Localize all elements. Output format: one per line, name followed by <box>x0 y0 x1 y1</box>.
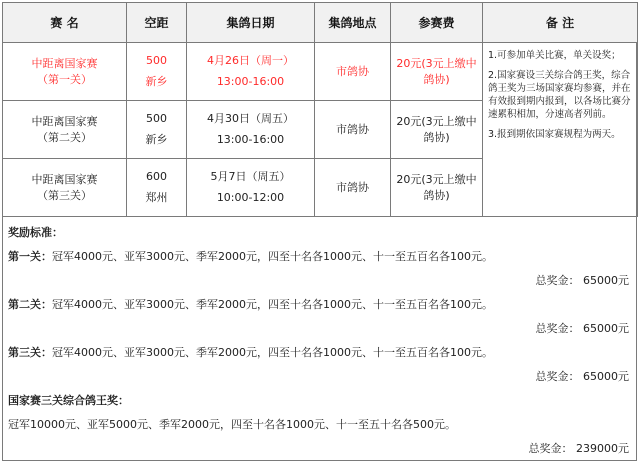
distance-cell <box>127 159 187 217</box>
collection-date: 4月26日（周一） <box>207 54 294 67</box>
fee-cell: 20元(3元上缴中鸽协) <box>391 43 483 101</box>
table-header-row <box>3 3 638 43</box>
header-notes: 备 注 <box>483 3 638 43</box>
header-collection-location: 集鸽地点 <box>315 3 391 43</box>
collection-time: 13:00-16:00 <box>216 75 285 88</box>
fee-cell: 20元(3元上缴中鸽协) <box>391 101 483 159</box>
header-distance: 空距 <box>127 3 187 43</box>
stage1-label: 第一关： <box>8 250 52 263</box>
fee-cell: 20元(3元上缴中鸽协) <box>391 159 483 217</box>
note-item: 2.国家赛设三关综合鸽王奖，综合鸽王奖为三场国家赛均参赛，并在有效报到期内报到，以各场比赛分速累积相加，分速高者列前。 <box>488 70 631 120</box>
stage3-text: 冠军4000元、亚军3000元、季军2000元，四至十名各1000元、十一至五百名各100元。 <box>52 346 493 359</box>
race-name-cell <box>3 43 127 101</box>
stage2-text: 冠军4000元、亚军3000元、季军2000元，四至十名各1000元、十一至五百名各100元。 <box>52 298 493 311</box>
stage1-rewards <box>8 248 493 264</box>
combined-award-text: 冠军10000元、亚军5000元、季军2000元，四至十名各1000元、十一至五十名各500元。 <box>8 418 456 431</box>
date-cell <box>187 159 315 217</box>
race-stage: （第一关） <box>37 72 92 86</box>
location-cell: 市鸽协 <box>315 43 391 101</box>
race-name: 中距离国家赛 <box>31 114 98 128</box>
rewards-title: 奖励标准： <box>8 226 63 239</box>
distance-value: 600 <box>146 170 167 183</box>
stage3-label: 第三关： <box>8 346 52 359</box>
race-name: 中距离国家赛 <box>31 56 98 70</box>
note-item: 3.报到期依国家赛规程为两天。 <box>488 129 621 140</box>
race-name-cell <box>3 101 127 159</box>
distance-value: 500 <box>146 54 167 67</box>
stage1-total: 总奖金： 65000元 <box>535 274 629 287</box>
stage2-total: 总奖金： 65000元 <box>535 322 629 335</box>
distance-cell <box>127 43 187 101</box>
collection-date: 4月30日（周五） <box>207 112 294 125</box>
distance-cell <box>127 101 187 159</box>
stage3-rewards <box>8 344 493 360</box>
stage2-rewards <box>8 296 493 312</box>
combined-award-title: 国家赛三关综合鸽王奖： <box>8 394 129 407</box>
location-cell: 市鸽协 <box>315 101 391 159</box>
race-stage: （第二关） <box>37 130 92 144</box>
release-site: 新乡 <box>145 75 168 88</box>
combined-total: 总奖金： 239000元 <box>528 442 629 455</box>
collection-time: 10:00-12:00 <box>216 191 285 204</box>
table-row <box>3 43 638 101</box>
race-stage: （第三关） <box>37 188 92 202</box>
stage1-text: 冠军4000元、亚军3000元、季军2000元，四至十名各1000元、十一至五百名各100元。 <box>52 250 493 263</box>
date-cell <box>187 101 315 159</box>
collection-time: 13:00-16:00 <box>216 133 285 146</box>
race-schedule-table <box>2 2 638 217</box>
release-site: 新乡 <box>145 133 168 146</box>
stage2-label: 第二关： <box>8 298 52 311</box>
note-item: 1.可参加单关比赛，单关设奖； <box>488 50 621 61</box>
notes-cell <box>483 43 638 217</box>
header-entry-fee: 参赛费 <box>391 3 483 43</box>
stage3-total: 总奖金： 65000元 <box>535 370 629 383</box>
location-cell: 市鸽协 <box>315 159 391 217</box>
distance-value: 500 <box>146 112 167 125</box>
header-race-name: 赛 名 <box>3 3 127 43</box>
release-site: 郑州 <box>145 191 168 204</box>
collection-date: 5月7日（周五） <box>210 170 291 183</box>
header-collection-date: 集鸽日期 <box>187 3 315 43</box>
rewards-section <box>2 216 637 461</box>
date-cell <box>187 43 315 101</box>
race-name-cell <box>3 159 127 217</box>
race-name: 中距离国家赛 <box>31 172 98 186</box>
